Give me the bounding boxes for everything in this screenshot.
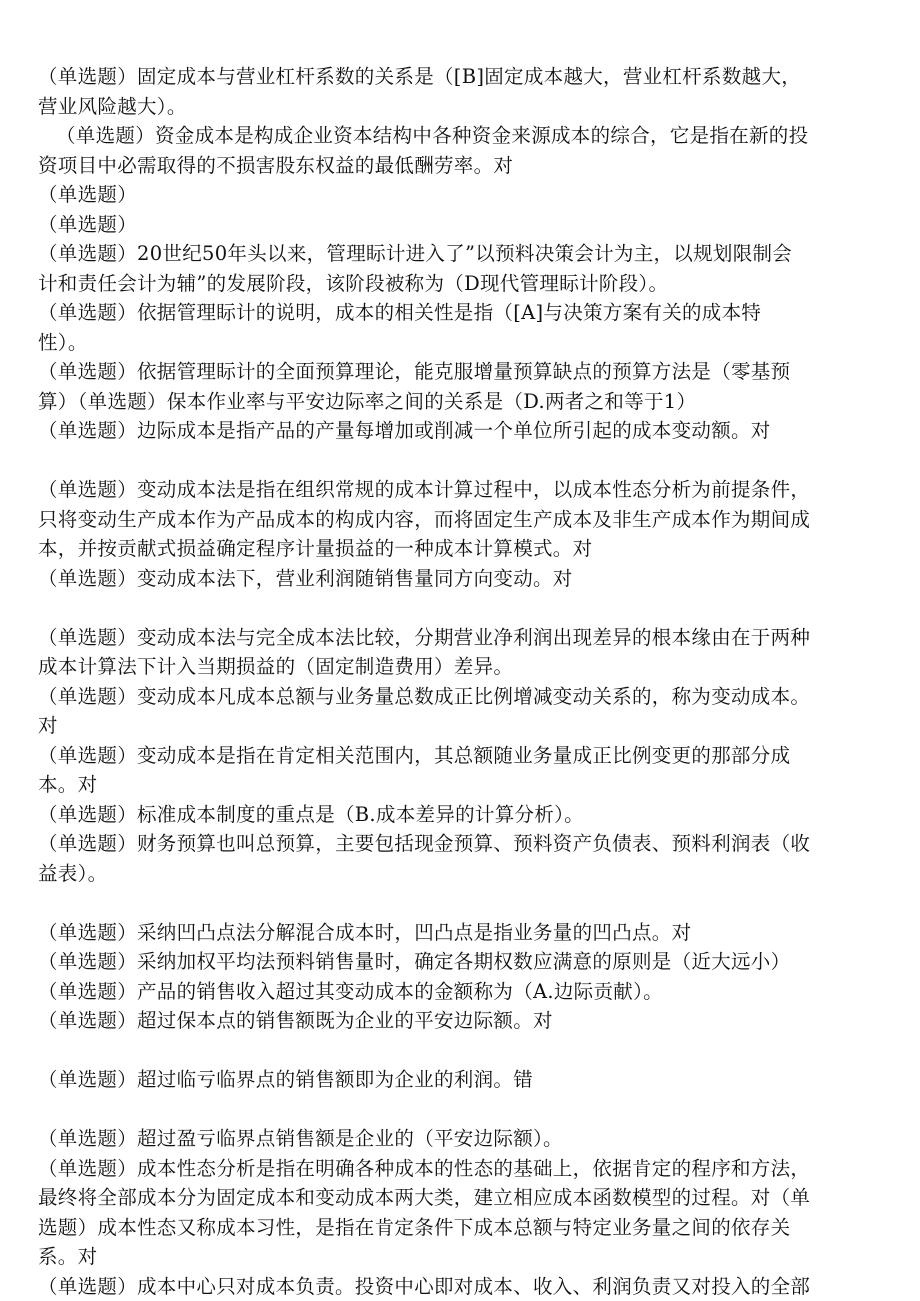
text-line: （单选题）超过临亏临界点的销售额即为企业的利润。错 (38, 1068, 534, 1091)
text-line: （单选题） (38, 212, 138, 236)
text-line: （单选题）依据管理眎计的全面预算理论，能克服增量预算缺点的预算方法是（零基预 (38, 360, 791, 383)
text-line: （单选题）变动成本法是指在组织常规的成本计算过程中，以成本性态分析为前提条件， (38, 478, 811, 501)
text-line: 营业风险越大）。 (38, 94, 187, 118)
text-line: （单选题）变动成本凡成本总额与业务量总数成正比例增减变动关系的，称为变动成本。 (38, 684, 811, 708)
blank-line (38, 446, 882, 476)
text-line: （单选题）成本性态分析是指在明确各种成本的性态的基础上，依据肯定的程序和方法， (38, 1156, 811, 1180)
text-line: （单选题）固定成本与营业杠杆系数的关系是（[B]固定成本越大，营业杠杆系数越大， (38, 65, 802, 88)
text-line: （单选题）超过盈亏临界点销售额是企业的（平安边际额）。 (38, 1127, 563, 1150)
text-line: （单选题）产品的销售收入超过其变动成本的金额称为（A.边际贡献）。 (38, 979, 663, 1003)
text-line: 益表）。 (38, 861, 108, 885)
text-line: 资项目中必需取得的不损害股东权益的最低酬劳率。对 (38, 153, 514, 177)
text-line: （单选题） (38, 183, 138, 206)
text-line: 选题）成本性态又称成本习性，是指在肯定条件下成本总额与特定业务量之间的依存关 (38, 1215, 791, 1239)
text-line: （单选题）依据管理眎计的说明，成本的相关性是指（[A]与决策方案有关的成本特 (38, 301, 762, 324)
text-line: （单选题）采纳凹凸点法分解混合成本时，凹凸点是指业务量的凹凸点。对 (38, 920, 692, 944)
text-line: （单选题）变动成本是指在肯定相关范围内，其总额随业务量成正比例变更的那部分成 (38, 743, 791, 767)
blank-line (38, 1095, 882, 1125)
text-line: 对 (38, 714, 58, 737)
text-line: 只将变动生产成本作为产品成本的构成内容，而将固定生产成本及非生产成本作为期间成 (38, 507, 811, 531)
text-line: （单选题）成本中心只对成本负责。投资中心即对成本、收入、利润负责又对投入的全部 (38, 1274, 811, 1298)
text-line: （单选题）边际成本是指产品的产量每增加或削减一个单位所引起的成本变动额。对 (38, 419, 771, 442)
text-line: （单选题）财务预算也叫总预算，主要包括现金预算、预料资产负债表、预料利润表（收 (38, 832, 811, 855)
text-line: 最终将全部成本分为固定成本和变动成本两大类，建立相应成本函数模型的过程。对（单 (38, 1186, 811, 1209)
text-line: 性）。 (38, 330, 88, 354)
text-line: 系。对 (38, 1245, 98, 1268)
text-line: 算）（单选题）保本作业率与平安边际率之间的关系是（D.两者之和等于1） (38, 389, 697, 413)
text-line: （单选题）标准成本制度的重点是（B.成本差异的计算分析）。 (38, 802, 584, 826)
text-line: 本。对 (38, 773, 98, 796)
text-line: 本，并按贡献式损益确定程序计量损益的一种成本计算模式。对 (38, 537, 593, 560)
text-line: 计和责任会计为辅”的发展阶段，该阶段被称为（D现代管理眎计阶段）。 (38, 271, 669, 295)
text-line: （单选题）变动成本法下，营业利润随销售量同方向变动。对 (38, 566, 573, 590)
blank-line (38, 593, 882, 623)
text-line: （单选题）超过保本点的销售额既为企业的平安边际额。对 (38, 1009, 553, 1032)
blank-line (38, 1036, 882, 1066)
blank-line (38, 888, 882, 918)
text-line: （单选题）资金成本是构成企业资本结构中各种资金来源成本的综合，它是指在新的投 (56, 124, 809, 147)
text-line: 成本计算法下计入当期损益的（固定制造费用）差异。 (38, 655, 514, 678)
text-line: （单选题）20世纪50年头以来，管理眎计进入了”以预料决策会计为主，以规划限制会 (38, 242, 793, 265)
text-line: （单选题）变动成本法与完全成本法比较，分期营业净利润出现差异的根本缘由在于两种 (38, 625, 811, 649)
text-line: （单选题）采纳加权平均法预料销售量时，确定各期权数应满意的原则是（近大远小） (38, 950, 791, 973)
